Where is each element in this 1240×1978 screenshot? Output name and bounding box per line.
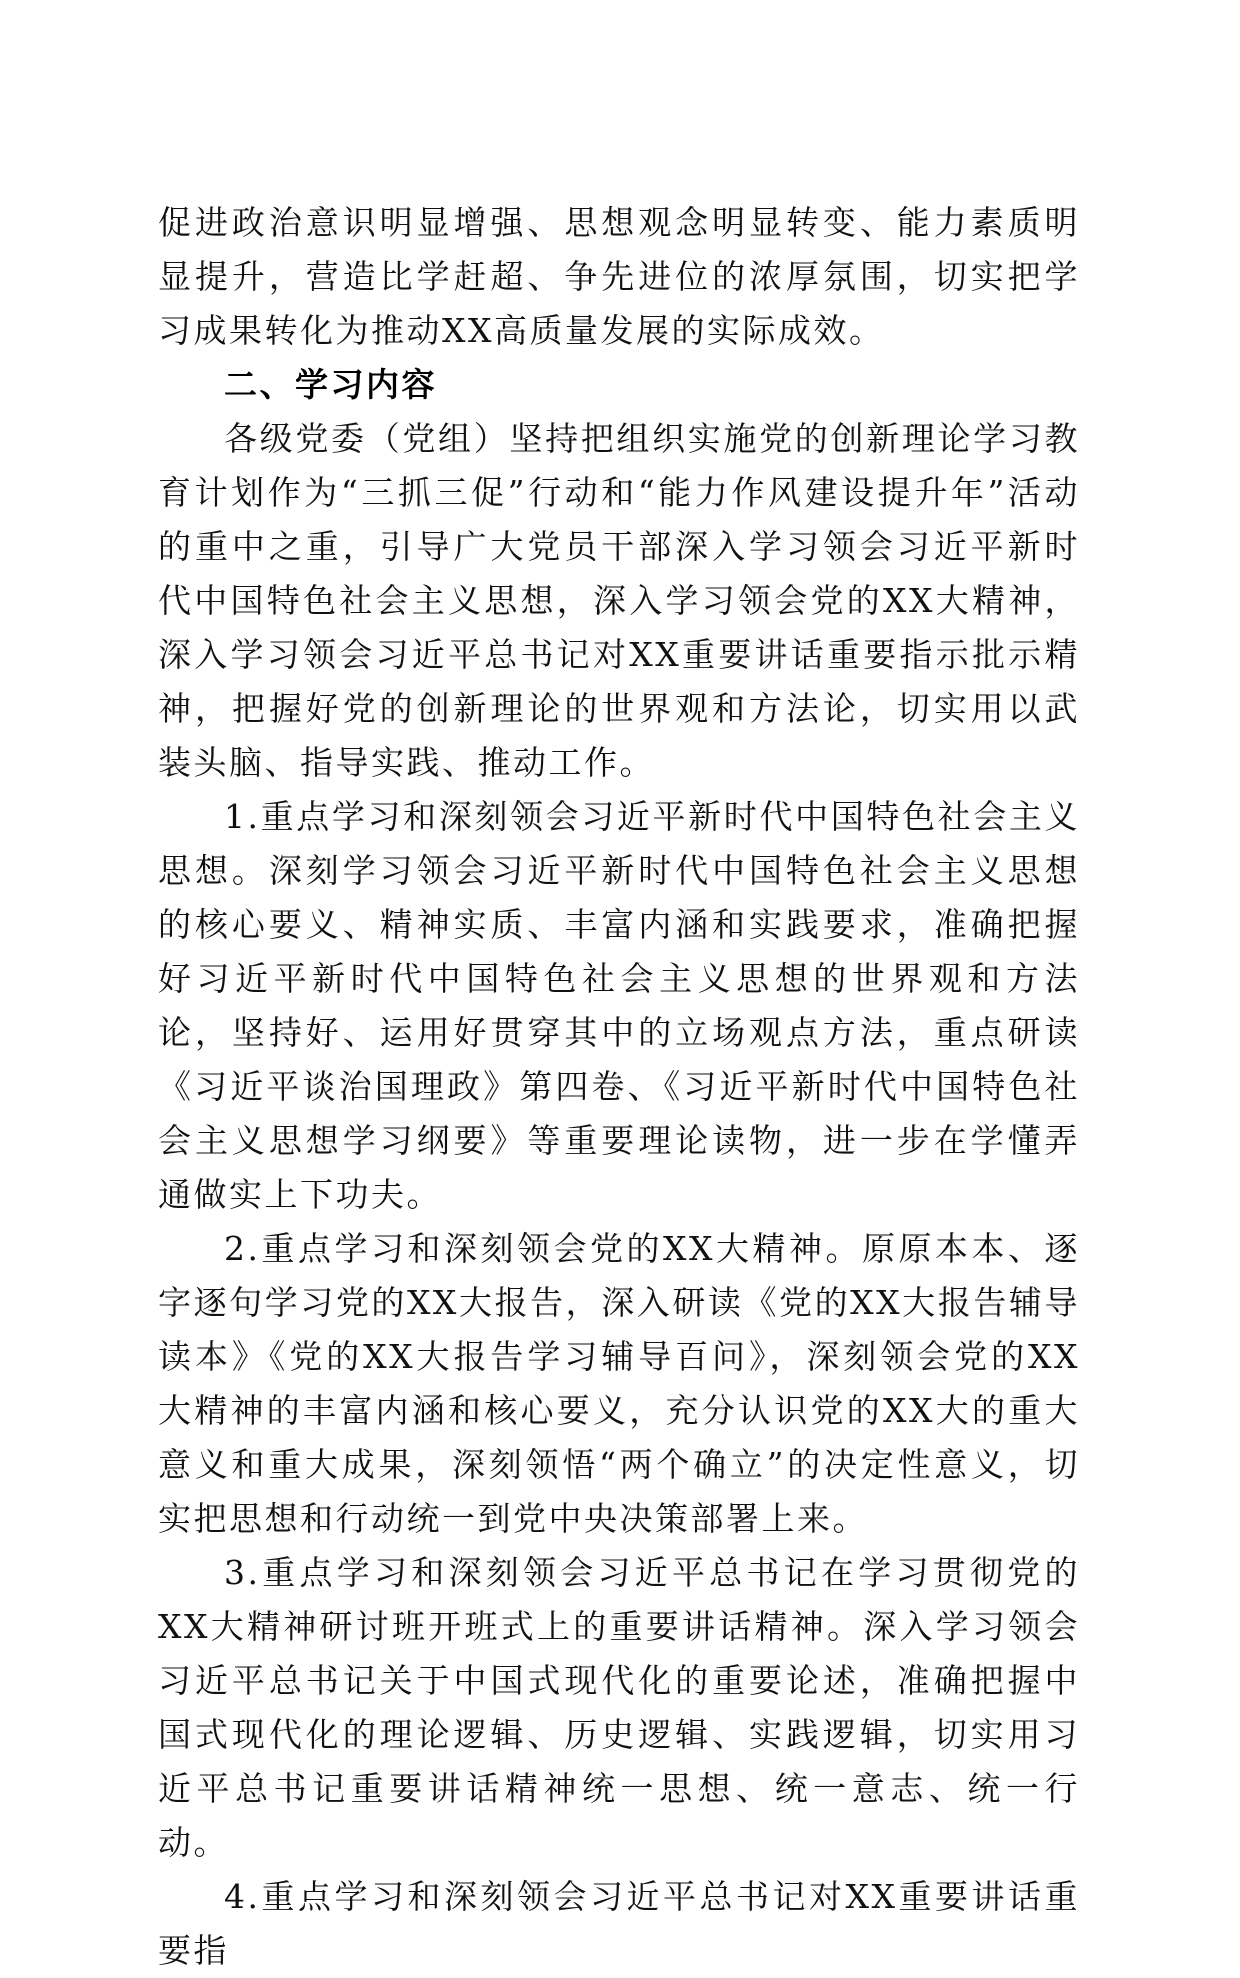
document-body [158,196,1080,1978]
paragraph-item-3: 3.重点学习和深刻领会习近平总书记在学习贯彻党的XX大精神研讨班开班式上的重要讲话精神。深入学习领会习近平总书记关于中国式现代化的重要论述，准确把握中国式现代化的理论逻辑、历史逻辑、实践逻辑，切实用习近平总书记重要讲话精神统一思想、统一意志、统一行动。 [158,1553,1080,1862]
paragraph-continuation: 促进政治意识明显增强、思想观念明显转变、能力素质明显提升，营造比学赶超、争先进位的浓厚氛围，切实把学习成果转化为推动XX高质量发展的实际成效。 [158,203,1080,350]
section-heading: 二、学习内容 [224,365,437,404]
paragraph-item-1: 1.重点学习和深刻领会习近平新时代中国特色社会主义思想。深刻学习领会习近平新时代中国特色社会主义思想的核心要义、精神实质、丰富内涵和实践要求，准确把握好习近平新时代中国特色社会主义思想的世界观和方法论，坚持好、运用好贯穿其中的立场观点方法，重点研读《习近平谈治国理政》第四卷、《习近平新时代中国特色社会主义思想学习纲要》等重要理论读物，进一步在学懂弄通做实上下功夫。 [158,797,1080,1214]
paragraph-intro: 各级党委（党组）坚持把组织实施党的创新理论学习教育计划作为“三抓三促”行动和“能力作风建设提升年”活动的重中之重，引导广大党员干部深入学习领会习近平新时代中国特色社会主义思想，深入学习领会党的XX大精神，深入学习领会习近平总书记对XX重要讲话重要指示批示精神，把握好党的创新理论的世界观和方法论，切实用以武装头脑、指导实践、推动工作。 [158,419,1080,782]
paragraph-item-4: 4.重点学习和深刻领会习近平总书记对XX重要讲话重要指 [158,1877,1080,1970]
paragraph-item-2: 2.重点学习和深刻领会党的XX大精神。原原本本、逐字逐句学习党的XX大报告，深入研读《党的XX大报告辅导读本》《党的XX大报告学习辅导百问》，深刻领会党的XX大精神的丰富内涵和核心要义，充分认识党的XX大的重大意义和重大成果，深刻领悟“两个确立”的决定性意义，切实把思想和行动统一到党中央决策部署上来。 [158,1229,1080,1538]
